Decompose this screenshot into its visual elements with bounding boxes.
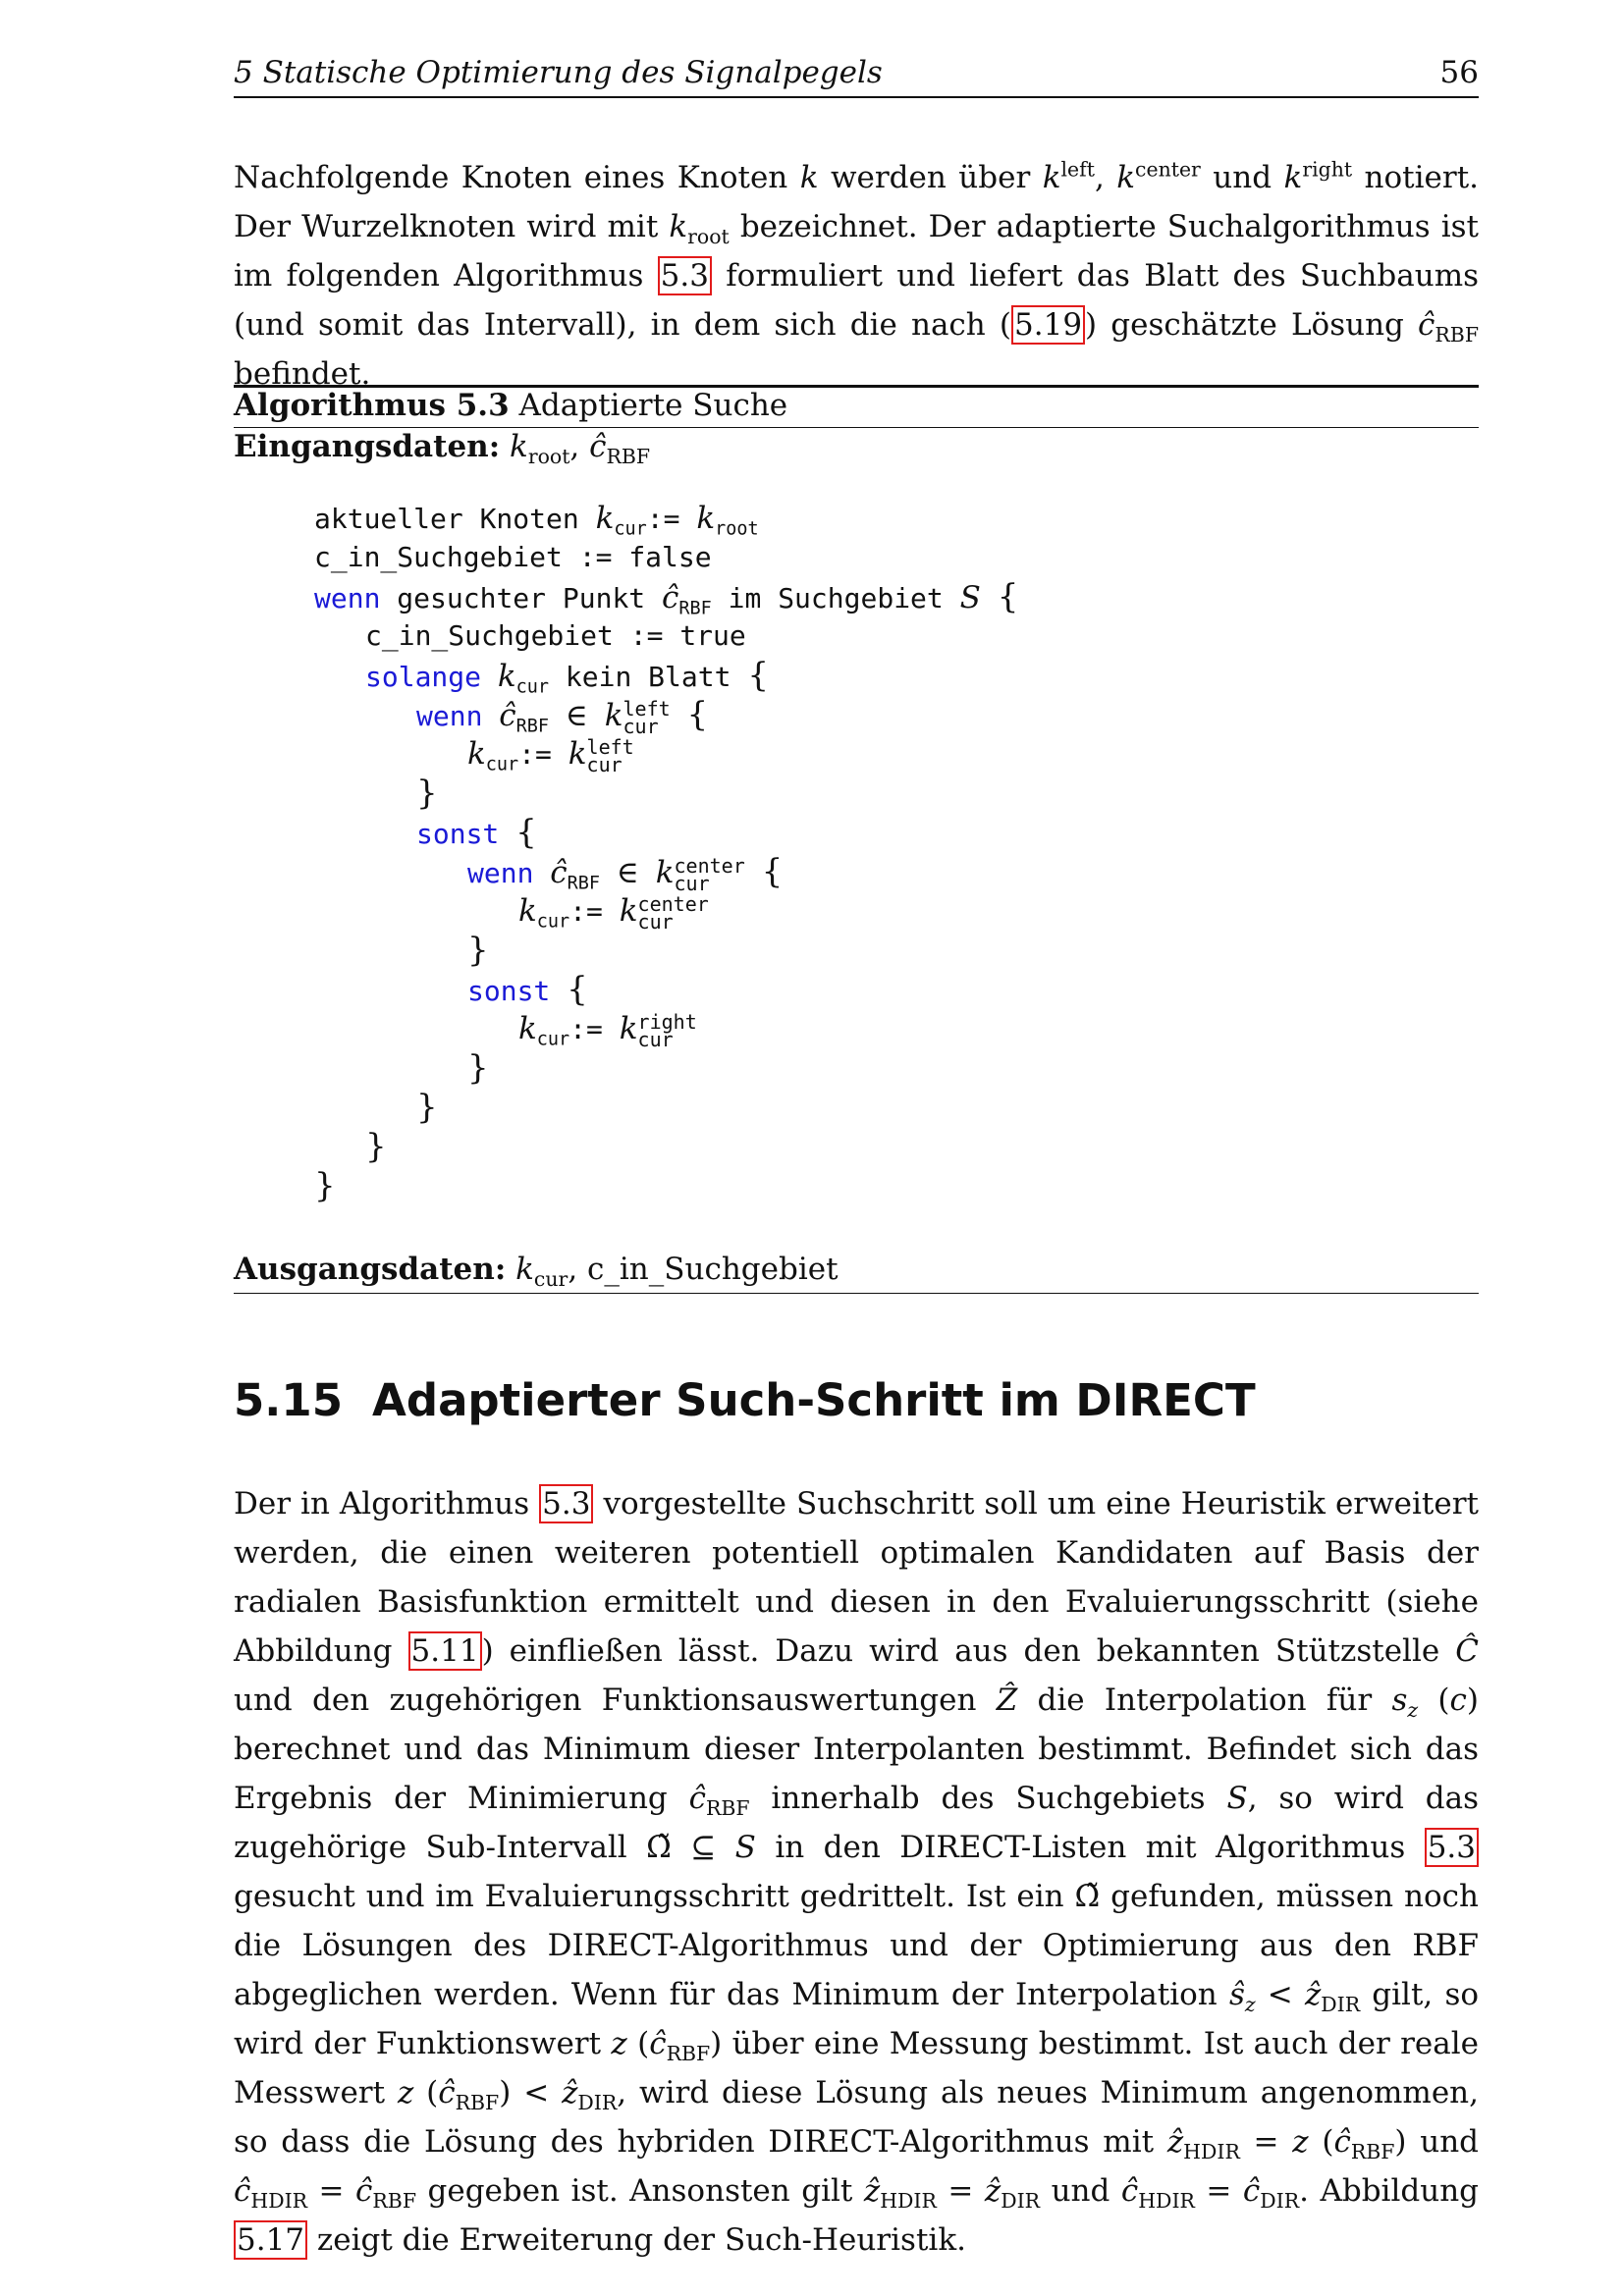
section-body-paragraph: Der in Algorithmus 5.3 vorgestellte Suchschritt soll um eine Heuristik erweitert werden, die einen weiteren potentiell optimalen Kandidaten auf Basis der radialen Basisfunktion ermittelt und diesen in den Evaluierungsschritt (siehe Abbildung 5.11) einfließen lässt. Dazu wird aus den bekannten Stützstelle Ĉ und den zugehörigen Funktionsauswertungen Ẑ die Interpolation für $s_z$ (c) berechnet und das Minimum dieser Interpolanten bestimmt. Befindet sich das Ergebnis der Minimierung $ĉ_{RBF}$ innerhalb des Suchgebiets S, so wird das zugehörige Sub-Intervall Ω̃ ⊆ S in den DIRECT-Listen mit Algorithmus 5.3 gesucht und im Evaluierungsschritt gedrittelt. Ist ein Ω̃ gefunden, müssen noch die Lösungen des DIRECT-Algorithmus und der Optimierung aus den RBF abgeglichen werden. Wenn für das Minimum der Interpolation $ŝ_z$ < ẑ$_{DIR}$ gilt, so wird der Funktionswert z $(ĉ_{RBF})$ über eine Messung bestimmt. Ist auch der reale Messwert z $(ĉ_{RBF})$ < ẑ$_{DIR}$, wird diese Lösung als neues Minimum angenommen, so dass die Lösung des hybriden DIRECT-Algorithmus mit ẑ$_{HDIR}$ = z $(ĉ_{RBF})$ und $ĉ_{HDIR}$ = $ĉ_{RBF}$ gegeben ist. Ansonsten gilt ẑ$_{HDIR}$ = ẑ$_{DIR}$ und $ĉ_{HDIR}$ = $ĉ_{DIR}$. Abbildung 5.17 zeigt die Erweiterung der Such-Heuristik. bbox=[234, 1486, 1480, 2258]
code-line: solange $k_{cur}$ kein Blatt { bbox=[365, 656, 769, 698]
algorithm-bottom-rule bbox=[234, 1293, 1479, 1294]
figure-ref-link[interactable]: 5.11 bbox=[408, 1631, 482, 1671]
code-line: } bbox=[365, 1127, 387, 1166]
code-line: } bbox=[416, 774, 438, 813]
section-heading: 5.15 Adaptierter Such-Schritt im DIRECT bbox=[234, 1374, 1256, 1426]
algorithm-title: Algorithmus 5.3 Adaptierte Suche bbox=[234, 388, 788, 423]
code-line: sonst { bbox=[416, 813, 537, 852]
code-line: $k_{cur}:= k$ center cur bbox=[518, 892, 709, 934]
code-line: } bbox=[416, 1088, 438, 1127]
code-line: $k_{cur}:= k$ right cur bbox=[518, 1010, 697, 1051]
code-line: } bbox=[467, 931, 489, 970]
code-line: c_in_Suchgebiet := true bbox=[365, 619, 746, 652]
code-line: wenn gesuchter Punkt $ĉ_{RBF}$ im Suchgebiet S { bbox=[314, 577, 1019, 619]
code-line: wenn $ĉ_{RBF}$ ∈ k left cur { bbox=[416, 695, 709, 738]
algorithm-ref-link[interactable]: 5.3 bbox=[658, 256, 712, 295]
code-line: aktueller Knoten $k_{cur}:= k_{root}$ bbox=[314, 501, 759, 540]
intro-paragraph: Nachfolgende Knoten eines Knoten k werden über $k^{left}$, $k^{center}$ und $k^{right}$ notiert. Der Wurzelknoten wird mit $k_{root}$ bezeichnet. Der adaptierte Suchalgorithmus ist im folgenden Algorithmus 5.3 formuliert und liefert das Blatt des Suchbaums (und somit das Intervall), in dem sich die nach (5.19) geschätzte Lösung $ĉ_{RBF}$ befindet. bbox=[234, 157, 1480, 392]
code-line: wenn $ĉ_{RBF}$ ∈ k center cur { bbox=[467, 852, 784, 895]
algorithm-input: Eingangsdaten: $k_{root}$, $ĉ_{RBF}$ bbox=[234, 429, 651, 469]
page-number: 56 bbox=[1439, 55, 1479, 90]
code-line: $k_{cur}:= k$ left cur bbox=[467, 735, 634, 776]
equation-ref-link[interactable]: 5.19 bbox=[1011, 305, 1085, 345]
algorithm-output: Ausgangsdaten: $k_{cur}$, c_in_Suchgebiet bbox=[234, 1252, 839, 1292]
code-line: c_in_Suchgebiet := false bbox=[314, 541, 712, 573]
code-line: } bbox=[314, 1166, 336, 1205]
figure-ref-link[interactable]: 5.17 bbox=[234, 2220, 307, 2260]
algorithm-ref-link[interactable]: 5.3 bbox=[1425, 1828, 1479, 1867]
running-header bbox=[234, 51, 1479, 98]
algorithm-ref-link[interactable]: 5.3 bbox=[539, 1484, 593, 1523]
code-line: sonst { bbox=[467, 970, 588, 1009]
code-line: } bbox=[467, 1048, 489, 1088]
chapter-title: 5 Statische Optimierung des Signalpegels bbox=[234, 55, 883, 90]
